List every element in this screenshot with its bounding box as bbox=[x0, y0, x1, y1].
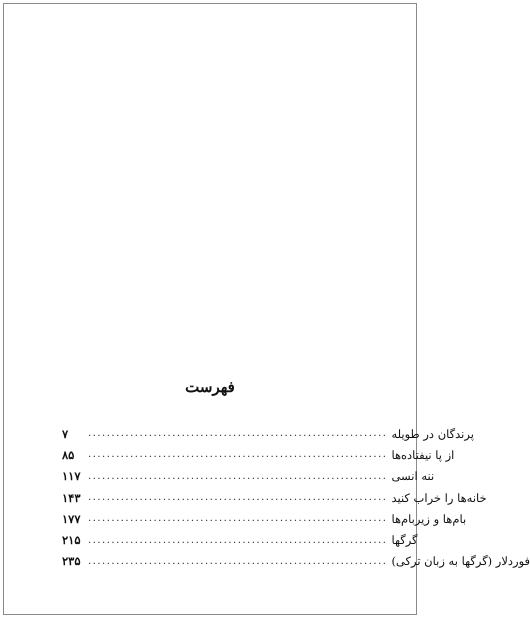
toc-list bbox=[62, 423, 530, 572]
toc-entry bbox=[62, 444, 455, 465]
toc-page-number: ۸۵ bbox=[62, 447, 75, 462]
toc-entry-title: فوردلار (گرگها به زبان ترکی) bbox=[391, 554, 530, 569]
dot-leader: ................................................................ bbox=[88, 492, 388, 504]
dot-leader: ................................................................ bbox=[88, 555, 388, 567]
toc-entry bbox=[62, 551, 530, 572]
toc-entry-title: بام‌ها و زیربام‌ها bbox=[391, 511, 467, 526]
toc-entry-title: پرندگان در طویله bbox=[391, 426, 474, 441]
document-page bbox=[3, 3, 530, 615]
toc-entry bbox=[62, 487, 487, 508]
toc-entry-title: از پا نیفتاده‌ها bbox=[391, 447, 455, 462]
toc-entry bbox=[62, 508, 467, 529]
toc-page-number: ۱۱۷ bbox=[62, 469, 81, 484]
toc-entry bbox=[62, 466, 435, 487]
toc-entry bbox=[62, 423, 474, 444]
toc-entry bbox=[62, 529, 418, 550]
toc-entry-title: گرگها bbox=[391, 533, 418, 548]
dot-leader: ................................................................ bbox=[88, 449, 388, 461]
toc-entry-title: ننه انسی bbox=[391, 469, 435, 484]
dot-leader: ................................................................ bbox=[88, 513, 388, 525]
dot-leader: ................................................................ bbox=[88, 470, 388, 482]
dot-leader: ................................................................ bbox=[88, 534, 388, 546]
toc-page-number: ۷ bbox=[62, 426, 69, 441]
dot-leader: ................................................................ bbox=[88, 428, 388, 440]
toc-page-number: ۲۱۵ bbox=[62, 533, 81, 548]
toc-heading: فهرست bbox=[185, 378, 235, 396]
toc-page-number: ۲۳۵ bbox=[62, 554, 81, 569]
toc-entry-title: خانه‌ها را خراب کنید bbox=[391, 490, 487, 505]
toc-page-number: ۱۴۳ bbox=[62, 490, 81, 505]
toc-page-number: ۱۷۷ bbox=[62, 511, 81, 526]
